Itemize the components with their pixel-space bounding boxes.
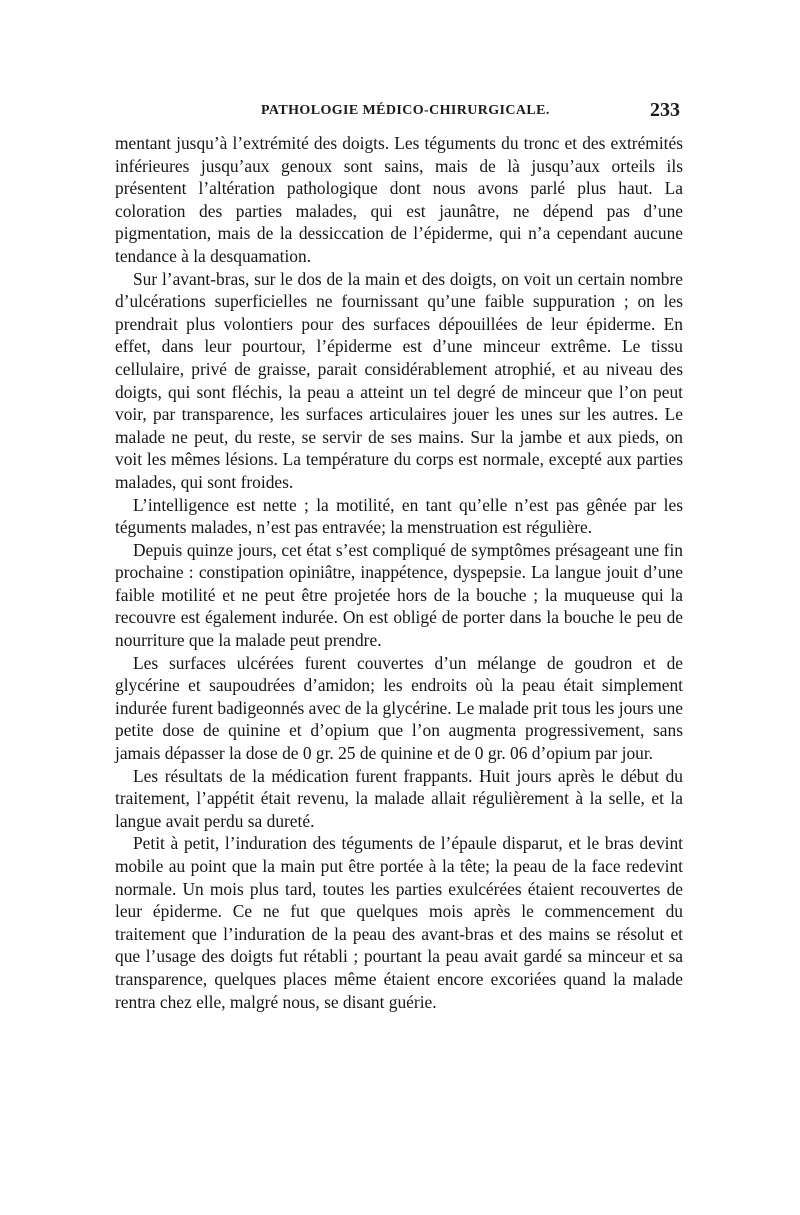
page-number: 233 bbox=[650, 99, 680, 121]
paragraph-5: Les surfaces ulcérées furent couvertes d’un mélange de goudron et de glycérine et saupoudrées d’amidon; les endroits où la peau était simplement indurée furent badigeonnés avec de la glycérine. Le malade prit tous les jours une petite dose de quinine et d’opium que l’on augmenta progressivement, sans jamais dépasser la dose de 0 gr. 25 de quinine et de 0 gr. 06 d’opium par jour. bbox=[115, 652, 683, 764]
page-header bbox=[115, 99, 680, 125]
body-text bbox=[115, 132, 683, 1013]
paragraph-4: Depuis quinze jours, cet état s’est compliqué de symptômes présageant une fin prochaine : constipation opiniâtre, inappétence, dyspepsie. La langue jouit d’une faible motilité et ne peut être projetée hors de la bouche ; la muqueuse qui la recouvre est également indurée. On est obligé de porter dans la bouche le peu de nourriture que la malade peut prendre. bbox=[115, 539, 683, 651]
paragraph-7: Petit à petit, l’induration des téguments de l’épaule disparut, et le bras devint mobile au point que la main put être portée à la tête; la peau de la face redevint normale. Un mois plus tard, toutes les parties exulcérées étaient recouvertes de leur épiderme. Ce ne fut que quelques mois après le commencement du traitement que l’induration de la peau des avant-bras et des mains se résolut et que l’usage des doigts fut rétabli ; pourtant la peau avait gardé sa minceur et sa transparence, quelques places même étaient encore excoriées quand la malade rentra chez elle, malgré nous, se disant guérie. bbox=[115, 833, 683, 1012]
paragraph-1: mentant jusqu’à l’extrémité des doigts. Les téguments du tronc et des extrémités inférieures jusqu’aux genoux sont sains, mais de là jusqu’aux orteils ils présentent l’altération pathologique dont nous avons parlé plus haut. La coloration des parties malades, qui est jaunâtre, ne dépend pas d’une pigmentation, mais de la dessiccation de l’épiderme, qui n’a cependant aucune tendance à la desquamation. bbox=[115, 133, 683, 266]
paragraph-3: L’intelligence est nette ; la motilité, en tant qu’elle n’est pas gênée par les téguments malades, n’est pas entravée; la menstruation est régulière. bbox=[115, 494, 683, 538]
running-head: PATHOLOGIE MÉDICO-CHIRURGICALE. bbox=[261, 103, 550, 118]
paragraph-6: Les résultats de la médication furent frappants. Huit jours après le début du traitement, l’appétit était revenu, la malade allait régulièrement à la selle, et la langue avait perdu sa dureté. bbox=[115, 765, 683, 831]
paragraph-2: Sur l’avant-bras, sur le dos de la main et des doigts, on voit un certain nombre d’ulcérations superficielles ne fournissant qu’une faible suppuration ; on les prendrait plus volontiers pour des surfaces dépouillées de leur épiderme. En effet, dans leur pourtour, l’épiderme est d’une minceur extrême. Le tissu cellulaire, privé de graisse, parait considérablement atrophié, et au niveau des doigts, qui sont fléchis, la peau a atteint un tel degré de minceur que l’on peut voir, par transparence, les surfaces articulaires jouer les unes sur les autres. Le malade ne peut, du reste, se servir de ses mains. Sur la jambe et aux pieds, on voit les mêmes lésions. La température du corps est normale, excepté aux parties malades, qui sont froides. bbox=[115, 268, 683, 492]
